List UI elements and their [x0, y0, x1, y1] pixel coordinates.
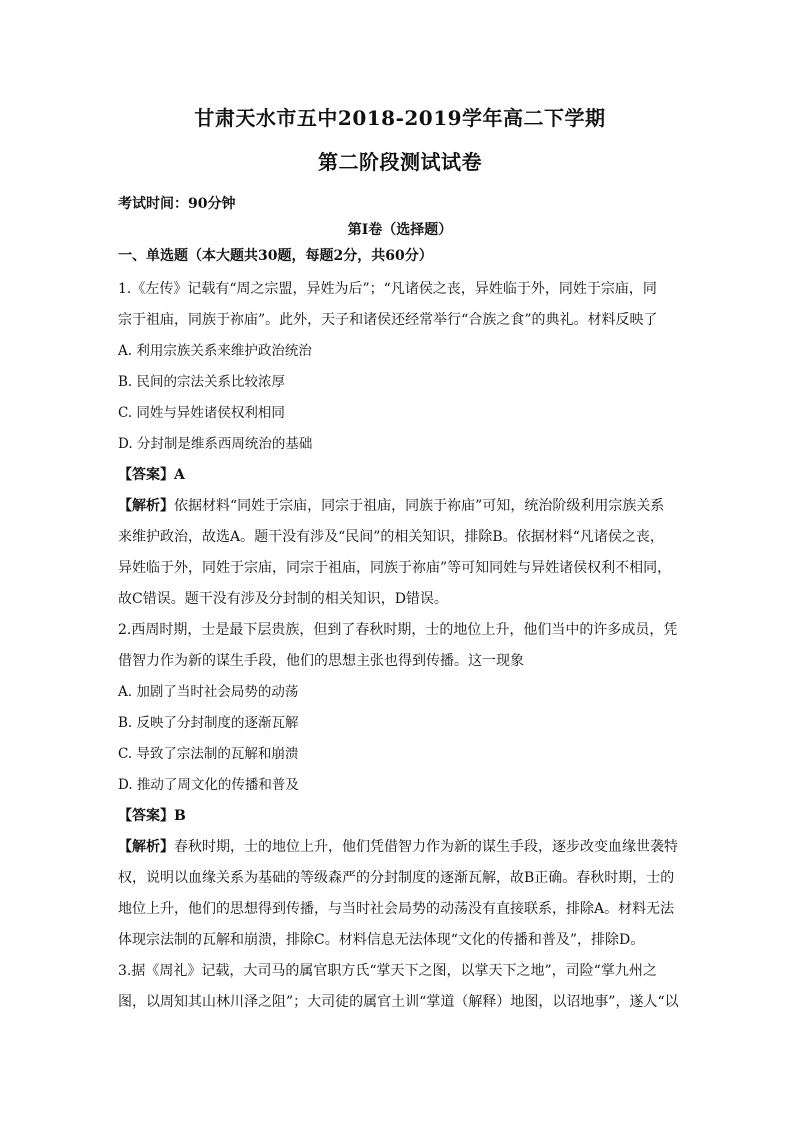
option-b: B. 民间的宗法关系比较浓厚 [118, 374, 286, 390]
option-c: C. 导致了宗法制的瓦解和崩溃 [118, 746, 299, 762]
analysis-line: 地位上升，他们的思想得到传播，与当时社会局势的动荡没有直接联系，排除A。材料无法 [118, 901, 675, 917]
part-heading: 第Ⅰ卷（选择题） [347, 222, 453, 238]
option-d: D. 分封制是维系西周统治的基础 [118, 436, 313, 452]
question-stem-line: 借智力作为新的谋生手段，他们的思想主张也得到传播。这一现象 [118, 653, 524, 669]
question-stem-line: 3.据《周礼》记载，大司马的属官职方氏“掌天下之图，以掌天下之地”，司险“掌九州之 [118, 963, 657, 979]
analysis-line [118, 491, 682, 522]
option-a: A. 利用宗族关系来维护政治统治 [118, 343, 312, 359]
question-stem-line: 宗于祖庙，同族于祢庙”。此外，天子和诸侯还经常举行“合族之食”的典礼。材料反映了 [118, 312, 658, 328]
answer: 【答案】B [118, 808, 186, 824]
section-heading: 一、单选题（本大题共30题，每题2分，共60分） [118, 248, 433, 264]
question-3 [118, 956, 682, 1018]
question-2 [118, 615, 682, 956]
question-stem-line: 图，以周知其山林川泽之阻”；大司徒的属官土训“掌道（解释）地图，以诏地事”，遂人“以 [118, 994, 679, 1010]
analysis-text: 春秋时期，士的地位上升，他们凭借智力作为新的谋生手段，逐步改变血缘世袭特 [174, 839, 678, 855]
exam-time: 考试时间：90分钟 [118, 196, 236, 212]
analysis-line: 来维护政治，故选A。题干没有涉及“民间”的相关知识，排除B。依据材料“凡诸侯之丧， [118, 529, 664, 545]
option-d: D. 推动了周文化的传播和普及 [118, 777, 299, 793]
document-title-line2: 第二阶段测试试卷 [318, 150, 482, 174]
analysis-line [118, 832, 682, 863]
analysis-line: 权，说明以血缘关系为基础的等级森严的分封制度的逐渐瓦解，故B正确。春秋时期，士的 [118, 870, 675, 886]
question-stem-line: 2.西周时期，士是最下层贵族，但到了春秋时期，士的地位上升，他们当中的许多成员，凭 [118, 622, 678, 638]
analysis-label: 【解析】 [118, 839, 174, 855]
analysis-line: 故C错误。题干没有涉及分封制的相关知识，D错误。 [118, 591, 448, 607]
analysis-label: 【解析】 [118, 498, 174, 514]
option-c: C. 同姓与异姓诸侯权利相同 [118, 405, 285, 421]
option-b: B. 反映了分封制度的逐渐瓦解 [118, 715, 299, 731]
analysis-line: 异姓临于外，同姓于宗庙，同宗于祖庙，同族于祢庙”等可知同姓与异姓诸侯权利不相同， [118, 560, 672, 576]
answer: 【答案】A [118, 467, 185, 483]
option-a: A. 加剧了当时社会局势的动荡 [118, 684, 299, 700]
document-title-line1: 甘肃天水市五中2018-2019学年高二下学期 [194, 106, 606, 130]
question-1 [118, 274, 682, 615]
analysis-line: 体现宗法制的瓦解和崩溃，排除C。材料信息无法体现“文化的传播和普及”，排除D。 [118, 932, 645, 948]
analysis-text: 依据材料“同姓于宗庙，同宗于祖庙，同族于祢庙”可知，统治阶级利用宗族关系 [174, 498, 665, 514]
question-stem-line: 1.《左传》记载有“周之宗盟，异姓为后”；“凡诸侯之丧，异姓临于外，同姓于宗庙，同 [118, 281, 657, 297]
